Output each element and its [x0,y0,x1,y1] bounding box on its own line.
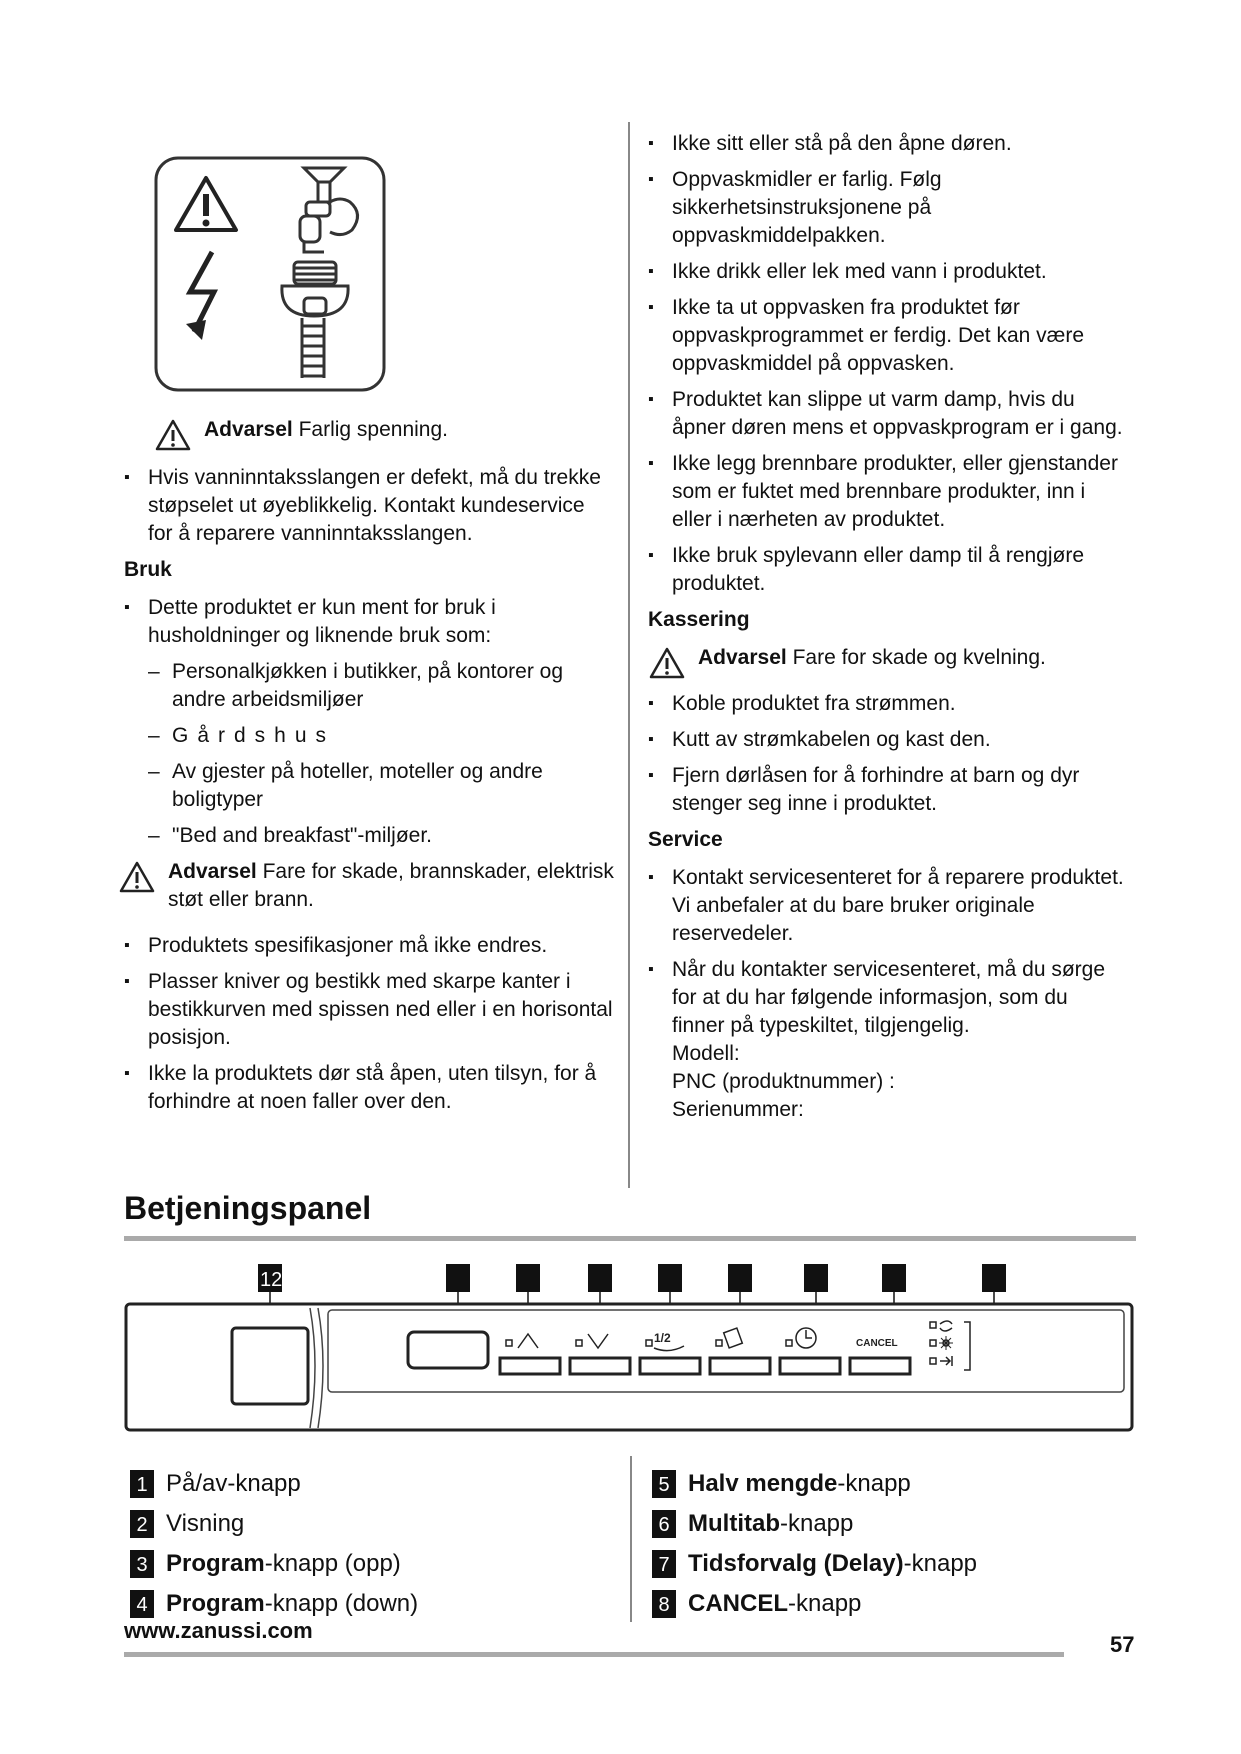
legend-text: På/av-knapp [166,1470,301,1497]
callout-markers [258,1264,1006,1292]
bullet-item: ▪ Ikke legg brennbare produkter, eller gjenstander som er fuktet med brennbare produkter, inn i eller i nærheten av produktet. [648,450,1124,534]
control-panel-diagram [124,1264,1136,1436]
heading-kassering: Kassering [648,608,750,631]
legend-bold: Halv mengde [688,1470,838,1497]
bullet-item: ▪ Kontakt servicesenteret for å reparere produktet. Vi anbefaler at du bare bruker originale reservedeler. [648,864,1124,948]
warning-text: Fare for skade og kvelning. [792,646,1046,669]
legend-bold: Program [166,1550,265,1577]
section-title: Betjeningspanel [124,1190,372,1226]
legend-right [652,1464,977,1624]
salt-icon [939,1336,953,1350]
bullet-item: ▪ Ikke sitt eller stå på den åpne døren. [648,130,1124,158]
legend-number: 2 [130,1510,154,1538]
legend-row [130,1504,418,1544]
legend-bold: CANCEL [688,1590,788,1617]
bullet-item: ▪ Koble produktet fra strømmen. [648,690,1124,718]
legend-text: -knapp (down) [264,1590,419,1617]
bullet-item: ▪ Produktet kan slippe ut varm damp, hvis du åpner døren mens et oppvaskprogram er i gang. [648,386,1124,442]
bullet-item: ▪ Fjern dørlåsen for å forhindre at barn og dyr stenger seg inne i produktet. [648,762,1124,818]
warning-triangle-icon [648,646,686,680]
cancel-label: CANCEL [856,1338,898,1349]
callout-marker [658,1264,682,1292]
legend-number: 4 [130,1590,154,1618]
heading-bruk: Bruk [124,558,172,581]
legend-text: -knapp (opp) [264,1550,401,1577]
warning-suffocation [648,644,1124,672]
legend-text: -knapp [903,1550,978,1577]
warning-text: Fare for skade, brannskader, elektrisk støt eller brann. [168,860,614,911]
callout-marker [804,1264,828,1292]
legend-row [652,1544,977,1584]
legend-number: 8 [652,1590,676,1618]
warning-label: Advarsel [204,418,293,441]
bullet-usage: ▪ Dette produktet er kun ment for bruk i husholdninger og liknende bruk som: [124,594,614,650]
bullet-item: ▪ Ikke bruk spylevann eller damp til å rengjøre produktet. [648,542,1124,598]
legend-text: -knapp [788,1590,862,1617]
warning-triangle-icon [118,860,156,894]
legend-text: Visning [166,1510,245,1537]
callout-marker [982,1264,1006,1292]
legend-row [130,1464,418,1504]
legend-number: 5 [652,1470,676,1498]
callout-marker [882,1264,906,1292]
warning-label: Advarsel [168,860,257,883]
bullet-item: ▪ Når du kontakter servicesenteret, må du sørge for at du har følgende informasjon, som du finner på typeskiltet, tilgjengelig. [648,956,1124,1040]
legend-row [652,1584,977,1624]
callout-label: 12 [260,1269,283,1291]
legend-row [130,1544,418,1584]
legend-number: 6 [652,1510,676,1538]
legend-number: 7 [652,1550,676,1578]
callout-marker [588,1264,612,1292]
warning-label: Advarsel [698,646,787,669]
dash-item: – Av gjester på hoteller, moteller og andre boligtyper [124,758,614,814]
bullet-item: ▪ Oppvaskmidler er farlig. Følg sikkerhetsinstruksjonene på oppvaskmiddelpakken. [648,166,1124,250]
bullet-item: ▪ Produktets spesifikasjoner må ikke endres. [124,932,614,960]
callout-marker [446,1264,470,1292]
right-column [648,130,1124,1124]
legend-row [652,1464,977,1504]
legend-bold: Multitab [688,1510,780,1537]
service-field-pnc: PNC (produktnummer) : [672,1070,895,1093]
page-number: 57 [1110,1632,1135,1657]
section-rule [124,1236,1136,1241]
warning-fire [118,858,614,914]
legend-row [652,1504,977,1544]
bullet-item: ▪ Ikke la produktets dør stå åpen, uten tilsyn, for å forhindre at noen faller over den. [124,1060,614,1116]
callout-marker [728,1264,752,1292]
legend-bold: Tidsforvalg (Delay) [688,1550,904,1577]
legend-number: 3 [130,1550,154,1578]
dash-item: – "Bed and breakfast"-miljøer. [124,822,614,850]
legend-left [130,1464,418,1624]
footer-url: www.zanussi.com [124,1618,313,1643]
legend-bold: Program [166,1590,265,1617]
callout-marker [516,1264,540,1292]
safety-illustration [154,156,386,392]
legend-number: 1 [130,1470,154,1498]
half-load-label: 1/2 [654,1331,671,1345]
legend-text: -knapp [779,1510,854,1537]
bullet-item: ▪ Plasser kniver og bestikk med skarpe kanter i bestikkurven med spissen ned eller i en horisontal posisjon. [124,968,614,1052]
service-field-serial: Serienummer: [672,1098,804,1121]
bullet-hose-defect: ▪ Hvis vanninntaksslangen er defekt, må du trekke støpselet ut øyeblikkelig. Kontakt kundeservice for å reparere vanninntaksslangen. [124,464,614,548]
legend-text: -knapp [837,1470,911,1497]
bullet-item: ▪ Ikke drikk eller lek med vann i produktet. [648,258,1124,286]
heading-service: Service [648,828,723,851]
column-divider [628,122,630,1188]
warning-text: Farlig spenning. [298,418,448,441]
bullet-item: ▪ Ikke ta ut oppvasken fra produktet før oppvaskprogrammet er ferdig. Det kan være oppvaskmiddel på oppvasken. [648,294,1124,378]
dash-item: – Gårdshus [124,722,614,750]
bullet-item: ▪ Kutt av strømkabelen og kast den. [648,726,1124,754]
warning-voltage [154,416,574,444]
warning-triangle-icon [154,418,192,452]
dash-item: – Personalkjøkken i butikker, på kontorer og andre arbeidsmiljøer [124,658,614,714]
left-column [124,464,614,1124]
service-field-model: Modell: [672,1042,740,1065]
legend-divider [630,1456,632,1622]
footer-rule [124,1652,1064,1657]
